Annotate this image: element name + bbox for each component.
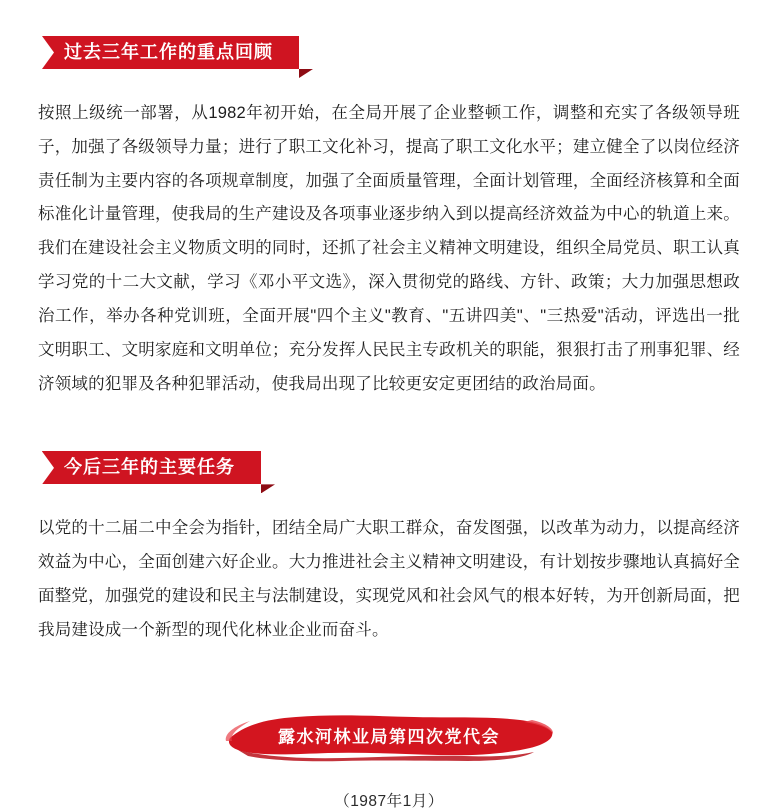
section-2-heading-banner	[42, 451, 261, 484]
brush-stroke-banner	[224, 708, 554, 762]
section-2-heading-text: 今后三年的主要任务	[42, 451, 261, 484]
top-spacer	[0, 0, 778, 36]
footer-banner-label: 露水河林业局第四次党代会	[278, 727, 500, 747]
section-1-heading-text: 过去三年工作的重点回顾	[42, 36, 299, 69]
footer-date: （1987年1月）	[334, 792, 444, 810]
section-gap-spacer	[0, 401, 778, 451]
document-footer	[0, 708, 778, 811]
ribbon-fold-decoration	[299, 69, 313, 78]
section-1-body: 按照上级统一部署，从1982年初开始，在全局开展了企业整顿工作，调整和充实了各级领导班子，加强了各级领导力量；进行了职工文化补习，提高了职工文化水平；建立健全了以岗位经济责任制为主要内容的各项规章制度，加强了全面质量管理，全面计划管理，全面经济核算和全面标准化计量管理，使我局的生产建设及各项事业逐步纳入到以提高经济效益为中心的轨道上来。我们在建设社会主义物质文明的同时，还抓了社会主义精神文明建设，组织全局党员、职工认真学习党的十二大文献，学习《邓小平文选》，深入贯彻党的路线、方针、政策；大力加强思想政治工作，举办各种党训班，全面开展"四个主义"教育、"五讲四美"、"三热爱"活动，评选出一批文明职工、文明家庭和文明单位；充分发挥人民民主专政机关的职能，狠狠打击了刑事犯罪、经济领域的犯罪及各种犯罪活动，使我局出现了比较更安定更团结的政治局面。	[38, 104, 740, 393]
section-2-body: 以党的十二届二中全会为指针，团结全局广大职工群众，奋发图强，以改革为动力，以提高经济效益为中心，全面创建六好企业。大力推进社会主义精神文明建设，有计划按步骤地认真搞好全面整党，加强党的建设和民主与法制建设，实现党风和社会风气的根本好转，为开创新局面，把我局建设成一个新型的现代化林业企业而奋斗。	[38, 519, 740, 639]
section-1-heading-banner	[42, 36, 299, 69]
ribbon-fold-decoration	[261, 484, 275, 493]
